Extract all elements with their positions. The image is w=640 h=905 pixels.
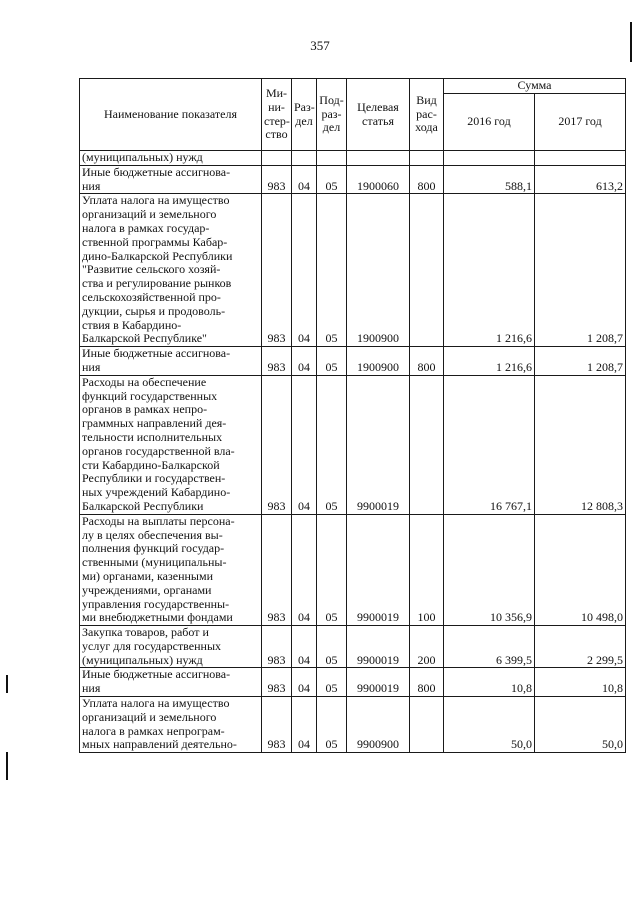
row-expense-type [410, 151, 444, 166]
row-section: 04 [292, 194, 317, 347]
row-section: 04 [292, 626, 317, 668]
row-section: 04 [292, 375, 317, 514]
row-subsection: 05 [317, 194, 347, 347]
row-name: Расходы на обеспечение функций государственных органов в рамках непро- граммных направлений дея- тельности исполнительных органов государственной вла- сти Кабардино-Балкарской Республики и государствен- ных учреждений Кабардино- Балкарской Республики [80, 375, 262, 514]
row-target [347, 151, 410, 166]
row-amount-2017: 12 808,3 [535, 375, 626, 514]
row-section: 04 [292, 514, 317, 625]
header-target: Целевая статья [347, 79, 410, 151]
row-expense-type [410, 375, 444, 514]
row-subsection: 05 [317, 626, 347, 668]
row-section: 04 [292, 165, 317, 194]
row-name: Расходы на выплаты персона- лу в целях обеспечения вы- полнения функций государ- ственными (муниципальны- ми) органами, казенными учреждениями, органами управления государственны- ми внебюджетными фондами [80, 514, 262, 625]
row-target: 9900019 [347, 375, 410, 514]
row-target: 1900900 [347, 194, 410, 347]
row-amount-2017: 10,8 [535, 668, 626, 697]
row-target: 9900900 [347, 697, 410, 753]
header-expense-type: Вид рас- хода [410, 79, 444, 151]
row-name: Уплата налога на имущество организаций и земельного налога в рамках государ- ственной программы Кабар- дино-Балкарской Республики "Развитие сельского хозяй- ства и регулирование рынков сельскохозяйственной про- дукции, сырья и продоволь- ствия в Кабардино- Балкарской Республике" [80, 194, 262, 347]
row-amount-2016: 6 399,5 [444, 626, 535, 668]
header-year-2016: 2016 год [444, 94, 535, 151]
row-name: Иные бюджетные ассигнова- ния [80, 668, 262, 697]
row-target: 1900060 [347, 165, 410, 194]
row-ministry: 983 [262, 194, 292, 347]
row-section: 04 [292, 697, 317, 753]
table-row [80, 514, 626, 625]
row-section [292, 151, 317, 166]
row-subsection [317, 151, 347, 166]
row-expense-type: 200 [410, 626, 444, 668]
row-target: 9900019 [347, 668, 410, 697]
header-ministry: Ми- ни- стер- ство [262, 79, 292, 151]
table-header [80, 79, 626, 151]
table-body [80, 151, 626, 753]
header-section: Раз- дел [292, 79, 317, 151]
row-expense-type: 800 [410, 668, 444, 697]
scan-mark [6, 752, 8, 780]
row-amount-2017: 613,2 [535, 165, 626, 194]
row-target: 9900019 [347, 514, 410, 625]
row-ministry: 983 [262, 697, 292, 753]
row-expense-type [410, 194, 444, 347]
table-row [80, 697, 626, 753]
row-subsection: 05 [317, 347, 347, 376]
page-number: 357 [310, 38, 330, 53]
row-name: Иные бюджетные ассигнова- ния [80, 347, 262, 376]
header-sum: Сумма [444, 79, 626, 94]
row-subsection: 05 [317, 514, 347, 625]
row-name: Уплата налога на имущество организаций и земельного налога в рамках непрограм- мных направлений деятельно- [80, 697, 262, 753]
row-amount-2016: 1 216,6 [444, 194, 535, 347]
row-expense-type: 800 [410, 165, 444, 194]
row-ministry: 983 [262, 668, 292, 697]
row-ministry: 983 [262, 347, 292, 376]
row-amount-2016: 10 356,9 [444, 514, 535, 625]
row-name: Иные бюджетные ассигнова- ния [80, 165, 262, 194]
row-ministry [262, 151, 292, 166]
row-amount-2017: 2 299,5 [535, 626, 626, 668]
table-row [80, 165, 626, 194]
row-amount-2016 [444, 151, 535, 166]
row-amount-2016: 1 216,6 [444, 347, 535, 376]
row-amount-2017: 1 208,7 [535, 347, 626, 376]
row-ministry: 983 [262, 165, 292, 194]
row-amount-2017 [535, 151, 626, 166]
table-row [80, 626, 626, 668]
row-ministry: 983 [262, 514, 292, 625]
row-amount-2016: 16 767,1 [444, 375, 535, 514]
row-target: 9900019 [347, 626, 410, 668]
row-subsection: 05 [317, 668, 347, 697]
row-expense-type: 800 [410, 347, 444, 376]
row-amount-2017: 1 208,7 [535, 194, 626, 347]
row-amount-2017: 50,0 [535, 697, 626, 753]
row-ministry: 983 [262, 375, 292, 514]
row-name: (муниципальных) нужд [80, 151, 262, 166]
row-subsection: 05 [317, 165, 347, 194]
table-row [80, 375, 626, 514]
row-target: 1900900 [347, 347, 410, 376]
table-row [80, 194, 626, 347]
row-subsection: 05 [317, 375, 347, 514]
header-year-2017: 2017 год [535, 94, 626, 151]
row-expense-type [410, 697, 444, 753]
row-subsection: 05 [317, 697, 347, 753]
table-row [80, 347, 626, 376]
row-amount-2017: 10 498,0 [535, 514, 626, 625]
scan-mark [6, 675, 8, 693]
row-name: Закупка товаров, работ и услуг для государственных (муниципальных) нужд [80, 626, 262, 668]
row-ministry: 983 [262, 626, 292, 668]
row-section: 04 [292, 668, 317, 697]
table-row [80, 668, 626, 697]
header-name: Наименование показателя [80, 79, 262, 151]
row-amount-2016: 588,1 [444, 165, 535, 194]
scan-mark [630, 22, 632, 62]
header-subsection: Под- раз- дел [317, 79, 347, 151]
table-row [80, 151, 626, 166]
row-amount-2016: 50,0 [444, 697, 535, 753]
row-section: 04 [292, 347, 317, 376]
row-expense-type: 100 [410, 514, 444, 625]
budget-table [79, 78, 626, 753]
row-amount-2016: 10,8 [444, 668, 535, 697]
